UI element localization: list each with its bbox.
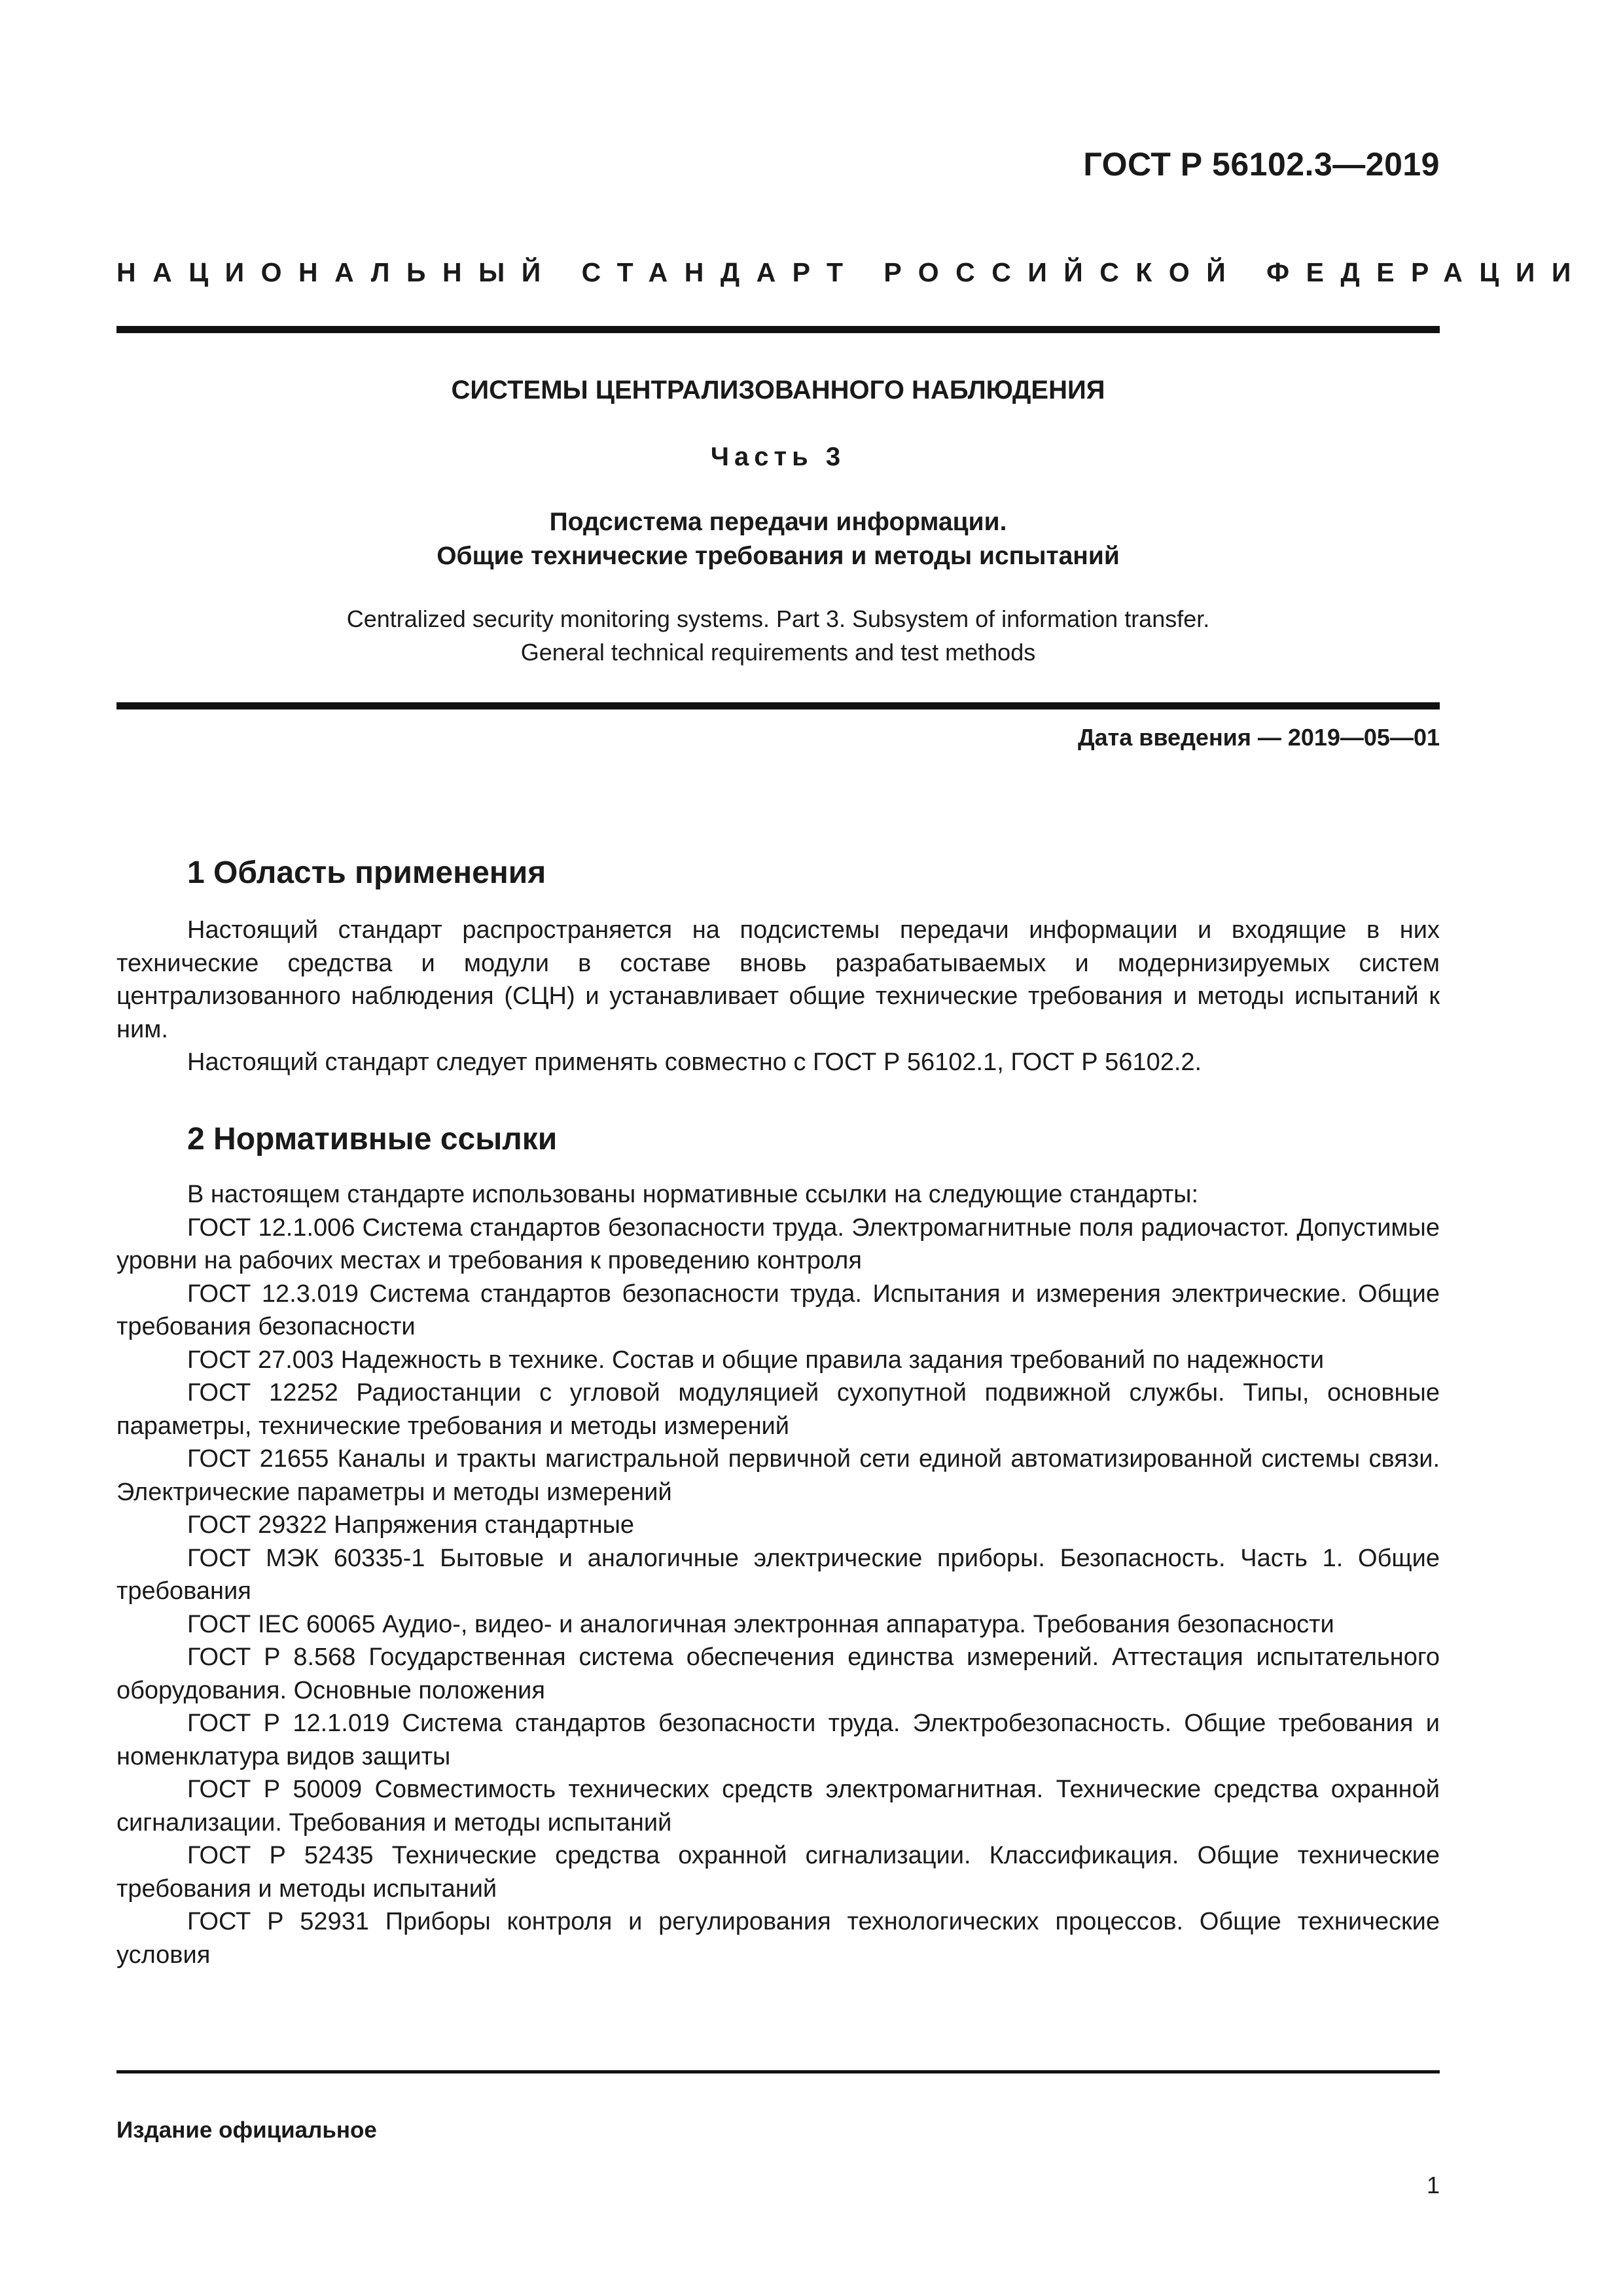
standard-subtitle [116,505,1440,573]
english-title-line-2: General technical requirements and test methods [520,639,1036,666]
reference-item: ГОСТ Р 12.1.019 Система стандартов безопасности труда. Электробезопасность. Общие требования и номенклатура видов защиты [116,1710,1440,1770]
section-1-paragraph: Настоящий стандарт распространяется на подсистемы передачи информации и входящие в них технические средства и модули в составе вновь разрабатываемых и модернизируемых систем централизованного наблюдения (СЦН) и устанавливает общие технические требования и методы испытаний к ним. [116,916,1440,1043]
english-title-line-1: Centralized security monitoring systems. Part 3. Subsystem of information transfer. [346,605,1210,632]
section-1-heading: 1 Область применения [187,855,546,890]
national-standard-title: НАЦИОНАЛЬНЫЙ СТАНДАРТ РОССИЙСКОЙ ФЕДЕРАЦИИ [116,257,1588,287]
reference-item: ГОСТ 27.003 Надежность в технике. Состав и общие правила задания требований по надежности [187,1346,1325,1374]
reference-item: ГОСТ 21655 Каналы и тракты магистральной первичной сети единой автоматизированной системы связи. Электрические параметры и методы измерений [116,1445,1440,1506]
part-label: Часть 3 [710,442,846,471]
reference-item: ГОСТ Р 50009 Совместимость технических средств электромагнитная. Технические средства охранной сигнализации. Требования и методы испытаний [116,1776,1440,1837]
references-intro: В настоящем стандарте использованы нормативные ссылки на следующие стандарты: [187,1181,1199,1208]
footer-divider [116,2070,1440,2073]
subtitle-line-1: Подсистема передачи информации. [549,508,1007,536]
reference-item: ГОСТ 12252 Радиостанции с угловой модуляцией сухопутной подвижной службы. Типы, основные параметры, технические требования и методы измерений [116,1379,1440,1440]
reference-item: ГОСТ Р 52931 Приборы контроля и регулирования технологических процессов. Общие технические условия [116,1908,1440,1969]
section-1-paragraph: Настоящий стандарт следует применять совместно с ГОСТ Р 56102.1, ГОСТ Р 56102.2. [187,1049,1202,1076]
reference-item: ГОСТ МЭК 60335-1 Бытовые и аналогичные электрические приборы. Безопасность. Часть 1. Общие требования [116,1544,1440,1605]
subtitle-line-2: Общие технические требования и методы испытаний [437,542,1120,570]
reference-item: ГОСТ 12.1.006 Система стандартов безопасности труда. Электромагнитные поля радиочастот. Допустимые уровни на рабочих местах и требования к проведению контроля [116,1213,1440,1274]
introduction-date: Дата введения — 2019—05—01 [1077,724,1440,751]
reference-item: ГОСТ 29322 Напряжения стандартные [187,1511,635,1539]
english-title [116,602,1440,669]
reference-item: ГОСТ Р 8.568 Государственная система обеспечения единства измерений. Аттестация испытательного оборудования. Основные положения [116,1643,1440,1704]
standard-title: СИСТЕМЫ ЦЕНТРАЛИЗОВАННОГО НАБЛЮДЕНИЯ [451,376,1105,404]
document-page [116,0,1588,2296]
reference-item: ГОСТ Р 52435 Технические средства охранной сигнализации. Классификация. Общие технические требования и методы испытаний [116,1842,1440,1903]
reference-item: ГОСТ 12.3.019 Система стандартов безопасности труда. Испытания и измерения электрические. Общие требования безопасности [116,1280,1440,1340]
reference-item: ГОСТ IEC 60065 Аудио-, видео- и аналогичная электронная аппаратура. Требования безопасности [187,1610,1334,1638]
title-divider [116,702,1440,709]
section-2-heading: 2 Нормативные ссылки [187,1122,558,1157]
document-code: ГОСТ Р 56102.3—2019 [1083,146,1440,183]
official-edition-label: Издание официальное [116,2117,377,2143]
top-divider [116,326,1440,333]
section-1-body [116,914,1440,1079]
section-2-body [116,1178,1440,1971]
page-number: 1 [1426,2172,1440,2198]
